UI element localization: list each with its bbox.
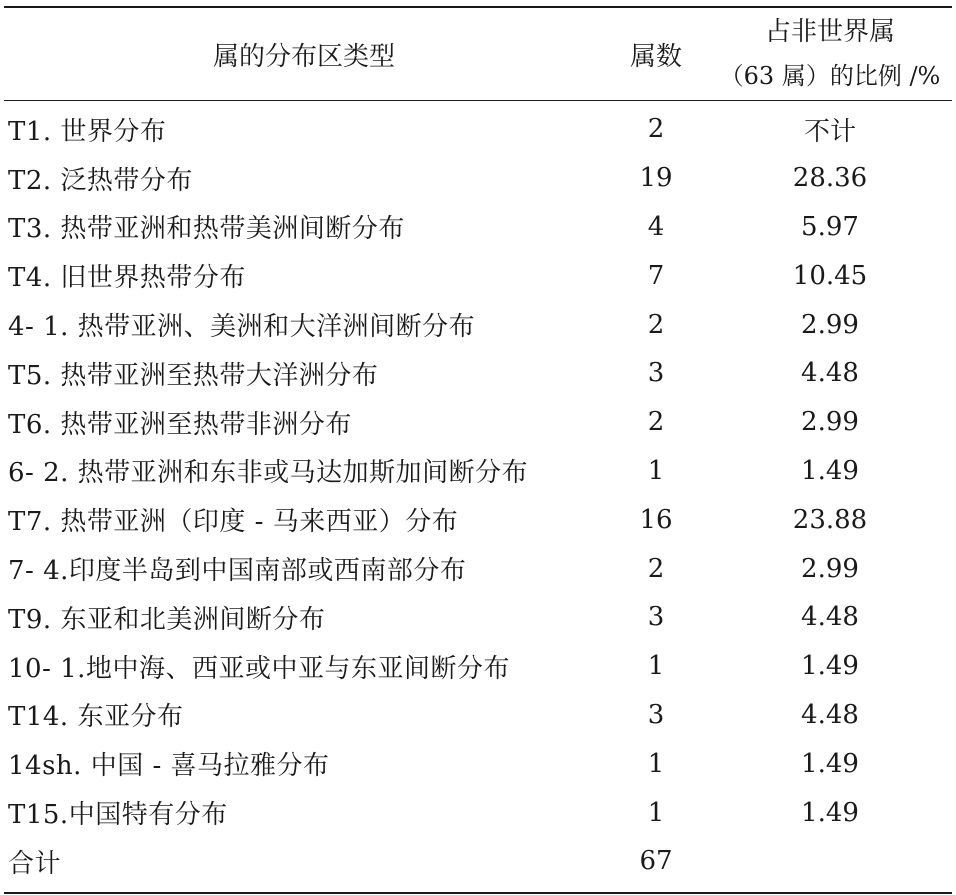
table-row [4,593,952,642]
cell-ratio: 1.49 [801,455,859,486]
header-ratio [708,8,952,100]
table-row [4,398,952,447]
cell-ratio: 2.99 [801,309,859,340]
cell-type: T7. 热带亚洲（印度 - 马来西亚）分布 [8,507,459,538]
cell-count: 67 [639,846,673,877]
cell-ratio: 不计 [803,116,856,147]
header-ratio-line2: （63 属）的比例 /% [719,62,941,90]
table-row [4,300,952,349]
cell-type: T1. 世界分布 [8,116,167,147]
cell-type: T15.中国特有分布 [8,800,228,831]
table-row [4,447,952,496]
cell-type: T5. 热带亚洲至热带大洋洲分布 [8,360,379,391]
cell-count: 2 [647,553,665,584]
table-row [4,105,952,154]
cell-ratio: 1.49 [801,748,859,779]
table-row [4,495,952,544]
table-row [4,544,952,593]
table-row [4,154,952,203]
table-row [4,203,952,252]
cell-ratio: 1.49 [801,651,859,682]
header-type: 属的分布区类型 [212,41,395,72]
cell-count: 3 [647,602,665,633]
cell-type: T6. 热带亚洲至热带非洲分布 [8,409,352,440]
table-row [4,349,952,398]
cell-type: 6- 2. 热带亚洲和东非或马达加斯加间断分布 [8,458,529,489]
cell-type: 4- 1. 热带亚洲、美洲和大洋洲间断分布 [8,312,476,343]
cell-ratio: 1.49 [801,797,859,828]
cell-count: 1 [647,797,665,828]
distribution-table [4,6,952,894]
header-ratio-line1: 占非世界属 [764,17,895,47]
table-row [4,251,952,300]
cell-type: 10- 1.地中海、西亚或中亚与东亚间断分布 [8,653,510,684]
table-row [4,642,952,691]
cell-count: 4 [647,211,665,242]
cell-count: 3 [647,699,665,730]
cell-count: 2 [647,309,665,340]
cell-type: 合计 [8,848,62,879]
cell-type: T2. 泛热带分布 [8,165,193,196]
table-row [4,739,952,788]
cell-count: 1 [647,651,665,682]
cell-count: 3 [647,358,665,389]
cell-type: T14. 东亚分布 [8,702,184,733]
cell-ratio: 4.48 [801,358,859,389]
table-row [4,788,952,837]
table-body [4,101,952,892]
cell-ratio: 5.97 [801,211,859,242]
cell-ratio: 4.48 [801,699,859,730]
cell-type: T3. 热带亚洲和热带美洲间断分布 [8,214,405,245]
cell-count: 2 [647,114,665,145]
cell-ratio: 2.99 [801,407,859,438]
cell-count: 7 [647,260,665,291]
cell-ratio: 2.99 [801,553,859,584]
cell-count: 19 [639,163,673,194]
cell-type: T4. 旧世界热带分布 [8,263,246,294]
cell-count: 16 [639,504,673,535]
table-row [4,837,952,886]
cell-ratio: 23.88 [792,504,868,535]
table-row [4,691,952,740]
cell-count: 1 [647,748,665,779]
cell-type: 7- 4.印度半岛到中国南部或西南部分布 [8,556,467,587]
table-header [4,8,952,100]
bottom-rule [4,892,952,894]
cell-type: 14sh. 中国 - 喜马拉雅分布 [8,751,330,782]
cell-type: T9. 东亚和北美洲间断分布 [8,604,326,635]
header-count: 属数 [629,41,682,72]
cell-ratio: 10.45 [792,260,868,291]
cell-count: 1 [647,455,665,486]
cell-ratio: 28.36 [792,163,868,194]
cell-count: 2 [647,407,665,438]
cell-ratio: 4.48 [801,602,859,633]
